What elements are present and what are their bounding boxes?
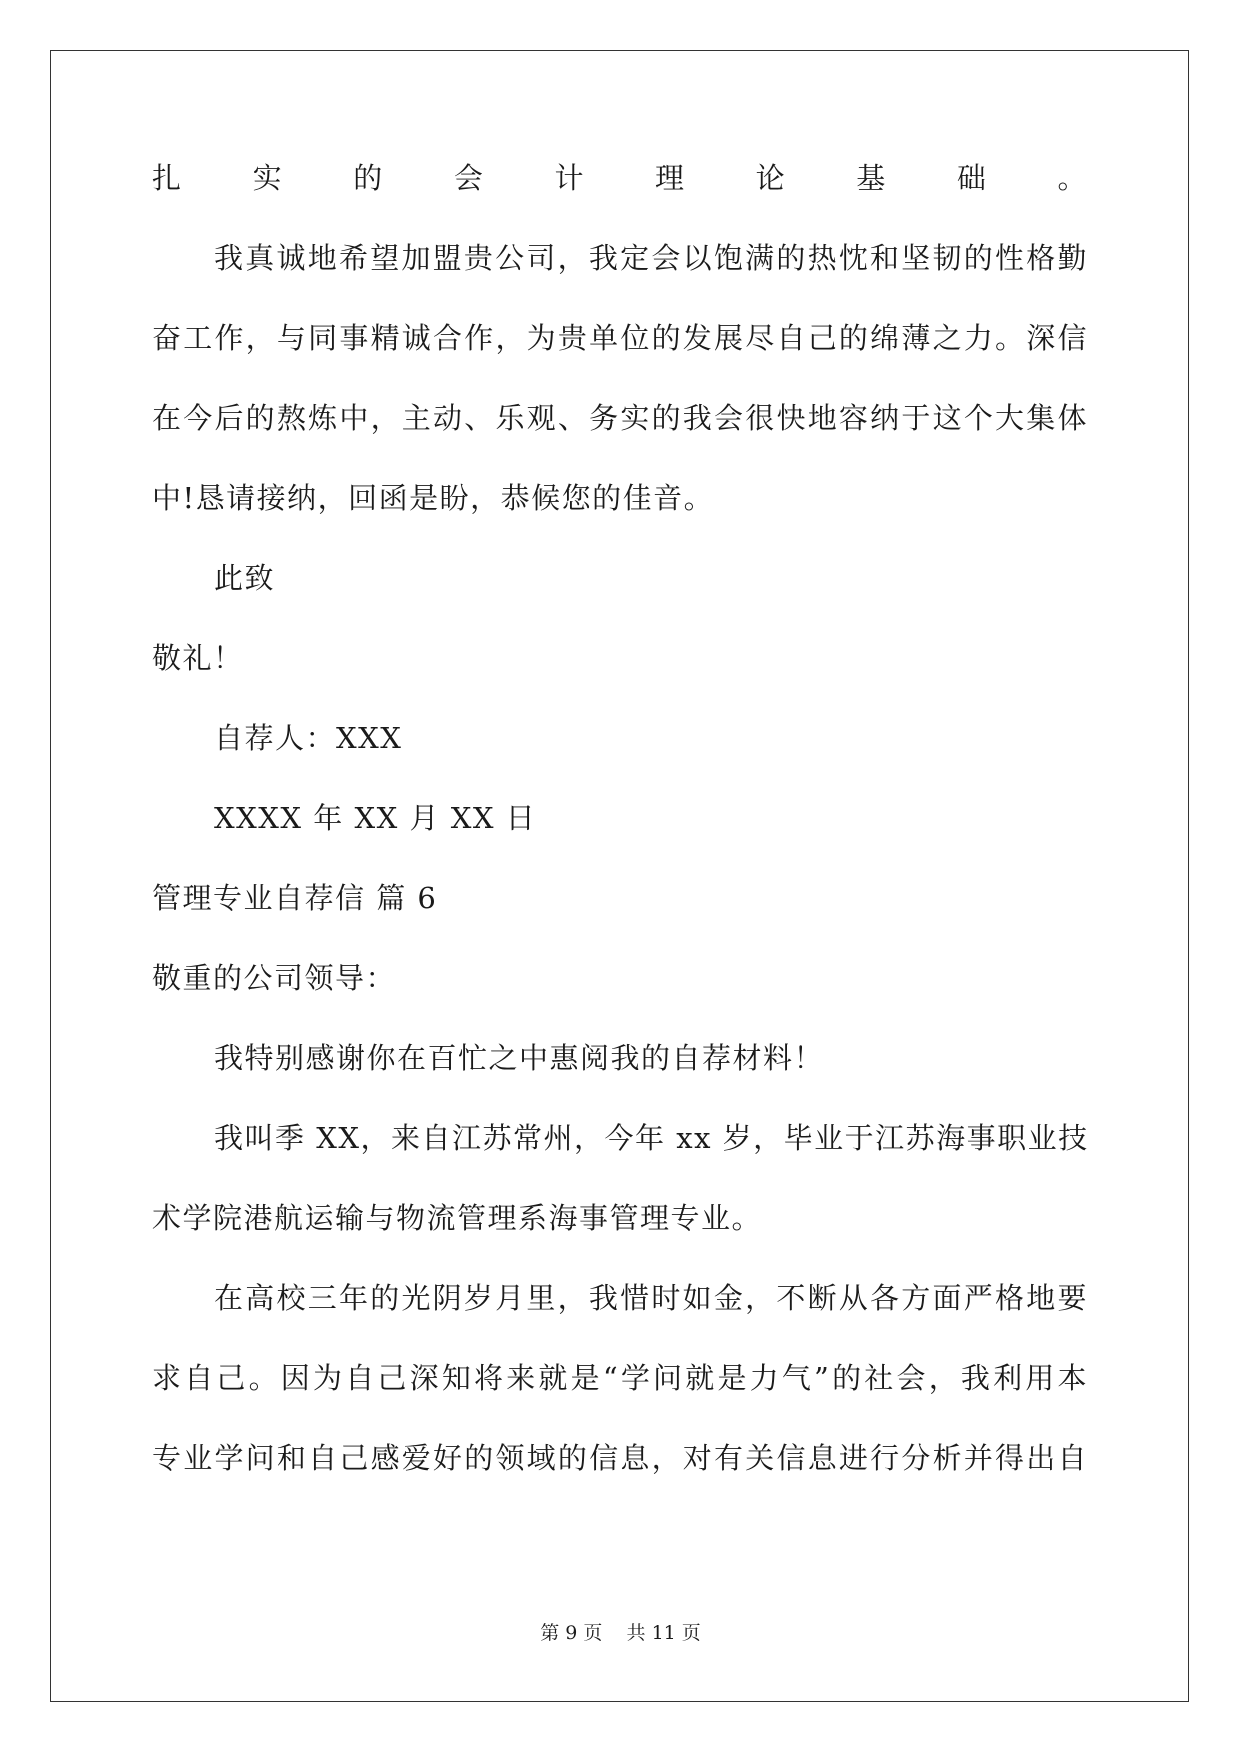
date-line: XXXX 年 XX 月 XX 日: [214, 801, 537, 835]
greeting: 敬重的公司领导：: [152, 961, 397, 995]
signature: 自荐人：XXX: [214, 721, 403, 755]
body-line-12: 我特别感谢你在百忙之中惠阅我的自荐材料！: [214, 1041, 825, 1075]
page-footer: [0, 1621, 1241, 1645]
body-line-13: 我叫季 XX，来自江苏常州，今年 xx 岁，毕业于江苏海事职业技: [214, 1121, 1089, 1155]
body-line-15: 在高校三年的光阴岁月里，我惜时如金，不断从各方面严格地要: [214, 1281, 1088, 1315]
page-number: 第 9 页: [540, 1622, 603, 1644]
page-total: 共 11 页: [626, 1622, 701, 1644]
body-line-2: 我真诚地希望加盟贵公司，我定会以饱满的热忱和坚韧的性格勤: [214, 241, 1088, 275]
salutation-close: 此致: [214, 561, 276, 595]
body-line-14: 术学院港航运输与物流管理系海事管理专业。: [152, 1201, 763, 1235]
body-line-3: 奋工作，与同事精诚合作，为贵单位的发展尽自己的绵薄之力。深信: [152, 321, 1088, 355]
body-line-4: 在今后的熬炼中，主动、乐观、务实的我会很快地容纳于这个大集体: [152, 401, 1088, 435]
body-line-17: 专业学问和自己感爱好的领域的信息，对有关信息进行分析并得出自: [152, 1441, 1088, 1475]
body-line-16: 求自己。因为自己深知将来就是“学问就是力气”的社会，我利用本: [152, 1361, 1088, 1395]
body-line-5: 中!恳请接纳，回函是盼，恭候您的佳音。: [152, 481, 715, 515]
body-line-1: 扎实的会计理论基础。: [152, 161, 1088, 195]
regards: 敬礼！: [152, 641, 244, 675]
section-title: 管理专业自荐信 篇 6: [152, 881, 438, 915]
